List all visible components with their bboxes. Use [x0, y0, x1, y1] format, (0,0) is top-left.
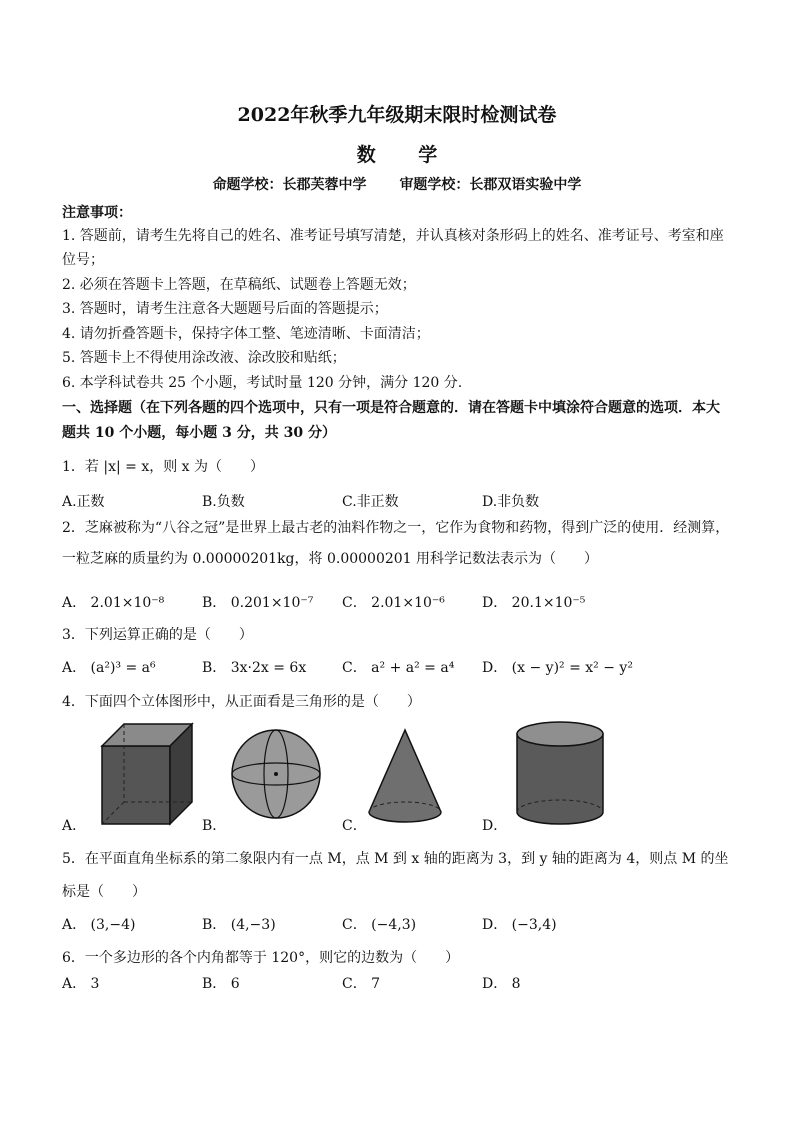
question-5-stem: 5．在平面直角坐标系的第二象限内有一点 M，点 M 到 x 轴的距离为 3，到 y 轴的距离为 4，则点 M 的坐	[62, 851, 729, 867]
question-2-stem-cont: 一粒芝麻的质量约为 0.00000201kg，将 0.00000201 用科学记数法表示为（ ）	[62, 551, 599, 567]
q4-option-c[interactable]: C．	[342, 818, 367, 834]
q1-option-b[interactable]: B.负数	[202, 494, 245, 510]
q1-option-a[interactable]: A.正数	[62, 494, 105, 510]
cube-figure[interactable]	[92, 720, 197, 828]
q6-option-c[interactable]: C． 7	[342, 976, 381, 992]
q3-option-b[interactable]: B． 3x·2x = 6x	[202, 660, 307, 676]
setter-school: 命题学校：长郡芙蓉中学	[212, 177, 367, 193]
question-1-stem: 1．若 |x| = x，则 x 为（ ）	[62, 459, 265, 475]
q4-option-a[interactable]: A．	[62, 818, 87, 834]
q3-option-c[interactable]: C． a² + a² = a⁴	[342, 660, 455, 676]
note-item: 6. 本学科试卷共 25 个小题，考试时量 120 分钟，满分 120 分.	[62, 375, 463, 391]
note-item: 5. 答题卡上不得使用涂改液、涂改胶和贴纸；	[62, 350, 346, 366]
school-info	[0, 174, 794, 194]
question-5-stem-cont: 标是（ ）	[62, 884, 146, 900]
q5-option-b[interactable]: B． (4,−3)	[202, 917, 276, 933]
question-3-stem: 3．下列运算正确的是（ ）	[62, 627, 253, 643]
note-item: 1. 答题前，请考生先将自己的姓名、准考证号填写清楚，并认真核对条形码上的姓名、准考证号、考室和座	[62, 228, 724, 244]
subject-title: 数 学	[356, 144, 456, 166]
q5-option-c[interactable]: C． (−4,3)	[342, 917, 417, 933]
section-heading-cont: 题共 10 个小题，每小题 3 分，共 30 分）	[62, 425, 336, 441]
page-title: 2022年秋季九年级期末限时检测试卷	[237, 104, 557, 126]
q2-option-b[interactable]: B． 0.201×10⁻⁷	[202, 595, 314, 611]
q5-option-d[interactable]: D． (−3,4)	[482, 917, 557, 933]
section-heading: 一、选择题（在下列各题的四个选项中，只有一项是符合题意的．请在答题卡中填涂符合题意的选项．本大	[62, 400, 720, 416]
question-4-stem: 4．下面四个立体图形中，从正面看是三角形的是（ ）	[62, 694, 421, 710]
q1-option-d[interactable]: D.非负数	[482, 494, 540, 510]
note-item: 3. 答题时，请考生注意各大题题号后面的答题提示；	[62, 301, 388, 317]
sphere-figure[interactable]	[228, 724, 324, 824]
q1-option-c[interactable]: C.非正数	[342, 494, 399, 510]
q5-option-a[interactable]: A． (3,−4)	[62, 917, 136, 933]
q2-option-d[interactable]: D． 20.1×10⁻⁵	[482, 595, 586, 611]
cone-figure[interactable]	[365, 726, 445, 826]
q6-option-b[interactable]: B． 6	[202, 976, 240, 992]
notes-heading: 注意事项：	[62, 205, 132, 221]
q3-option-a[interactable]: A． (a²)³ = a⁶	[62, 660, 156, 676]
q4-option-d[interactable]: D．	[482, 818, 508, 834]
note-item: 2. 必须在答题卡上答题，在草稿纸、试题卷上答题无效；	[62, 277, 416, 293]
note-item: 4. 请勿折叠答题卡，保持字体工整、笔迹清晰、卡面清洁；	[62, 326, 430, 342]
question-2-stem: 2．芝麻被称为“八谷之冠”是世界上最古老的油料作物之一，它作为食物和药物，得到广泛的使用．经测算，	[62, 520, 730, 536]
cylinder-figure[interactable]	[511, 718, 609, 830]
q6-option-a[interactable]: A． 3	[62, 976, 100, 992]
note-item: 位号；	[62, 252, 104, 268]
q4-option-b[interactable]: B．	[202, 818, 227, 834]
q2-option-c[interactable]: C． 2.01×10⁻⁶	[342, 595, 445, 611]
q2-option-a[interactable]: A． 2.01×10⁻⁸	[62, 595, 165, 611]
q6-option-d[interactable]: D． 8	[482, 976, 521, 992]
question-6-stem: 6．一个多边形的各个内角都等于 120°，则它的边数为（ ）	[62, 950, 460, 966]
q3-option-d[interactable]: D． (x − y)² = x² − y²	[482, 660, 633, 676]
reviewer-school: 审题学校：长郡双语实验中学	[399, 177, 582, 193]
